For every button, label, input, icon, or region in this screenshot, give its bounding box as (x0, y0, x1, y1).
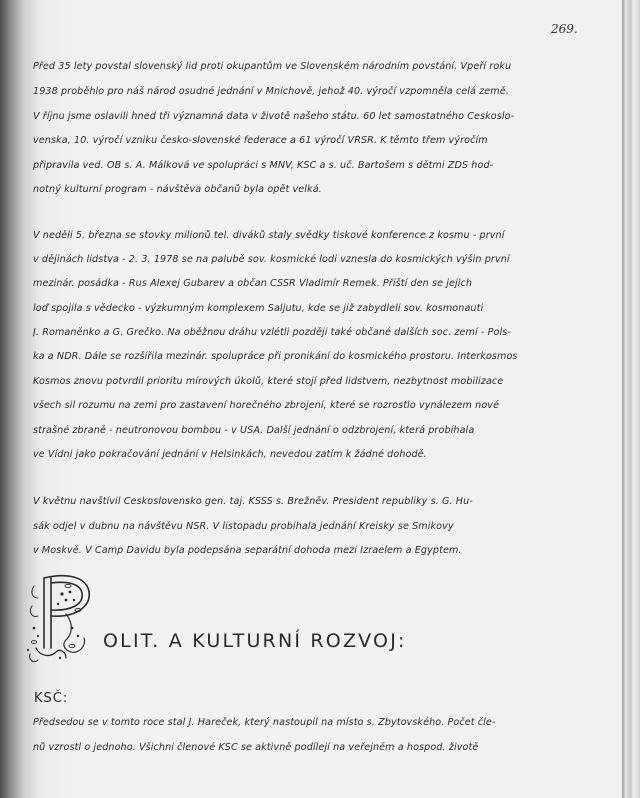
page-number: 269. (551, 22, 578, 36)
drop-cap-p-ornament (22, 566, 102, 666)
paragraph2-line-5: J. Romaněnko a G. Grečko. Na oběžnou dráhu vzlétli později také občané dalších soc. zemí - Pols- (33, 327, 511, 338)
paragraph2-line-1: V neděli 5. března se stovky milionů tel. diváků staly svědky tiskové konference z kosmu - první (33, 230, 505, 241)
paragraph2-line-3: mezinár. posádka - Rus Alexej Gubarev a občan ČSSR Vladimír Remek. Příští den se jejich (33, 278, 473, 289)
paragraph1-line-5: připravila ved. OB s. A. Málková ve spolupráci s MNV, KSČ a s. uč. Bartošem s dětmi ZDŠ hod- (33, 160, 494, 171)
paragraph2-line-6: ka a NDR. Dále se rozšířila mezinár. spolupráce při pronikání do kosmického prostoru. Interkosmos (33, 351, 518, 362)
paragraph2-line-7: Kosmos znovu potvrdil prioritu mírových úkolů, které stojí před lidstvem, nezbytnost mobilizace (33, 376, 504, 387)
page-edge (622, 0, 640, 798)
paragraph2-line-2: v dějinách lidstva - 2. 3. 1978 se na palubě sov. kosmické lodi vznesla do kosmických výšin první (33, 254, 510, 265)
paragraph1-line-1: Před 35 lety povstal slovenský lid proti okupantům ve Slovenském národním povstání. Vpeří roku (33, 61, 512, 72)
paragraph2-line-4: loď spojila s vědecko - výzkumným komplexem Saljutu, kde se již zabydleli sov. kosmonauti (33, 303, 484, 314)
section-heading: OLIT. A KULTURNÍ ROZVOJ: (103, 630, 407, 652)
paragraph4-line-1: Předsedou se v tomto roce stal J. Hareček, který nastoupil na místo s. Zbytovského. Počet čle- (33, 717, 496, 728)
paragraph1-line-4: venska, 10. výročí vzniku česko-slovenské federace a 61 výročí VŘSR. K těmto třem výročím (33, 135, 488, 146)
paragraph4-line-2: nů vzrostl o jednoho. Všichni členové KSČ se aktivně podílejí na veřejném a hospod. životě (33, 742, 479, 753)
paragraph2-line-9: strašné zbraně - neutronovou bombou - v USA. Další jednání o odzbrojení, která probíhala (33, 425, 475, 436)
paragraph2-line-10: ve Vídni jako pokračování jednání v Helsinkách, nevedou zatím k žádné dohodě. (33, 449, 427, 460)
paragraph3-line-3: v Moskvě. V Camp Davidu byla podepsána separátní dohoda mezi Izraelem a Egyptem. (33, 545, 462, 556)
paragraph3-line-2: sák odjel v dubnu na návštěvu NSR. V listopadu probíhala jednání Kreisky se Šmikovy (33, 521, 454, 532)
paragraph2-line-8: všech sil rozumu na zemi pro zastavení horečného zbrojení, které se rozrostlo vynálezem nové (33, 400, 500, 411)
subsection-heading-ksc: KSČ: (34, 691, 69, 706)
paragraph1-line-6: notný kulturní program - návštěva občanů byla opět velká. (33, 184, 322, 195)
paragraph1-line-3: V říjnu jsme oslavili hned tři významná data v životě našeho státu. 60 let samostatného Českoslo- (33, 111, 515, 122)
paragraph1-line-2: 1938 proběhlo pro náš národ osudné jednání v Mnichově, jehož 40. výročí vzpomněla celá země. (33, 86, 509, 97)
paragraph3-line-1: V květnu navštívil Československo gen. taj. KSSS s. Brežněv. President republiky s. G. Hu- (33, 496, 473, 507)
